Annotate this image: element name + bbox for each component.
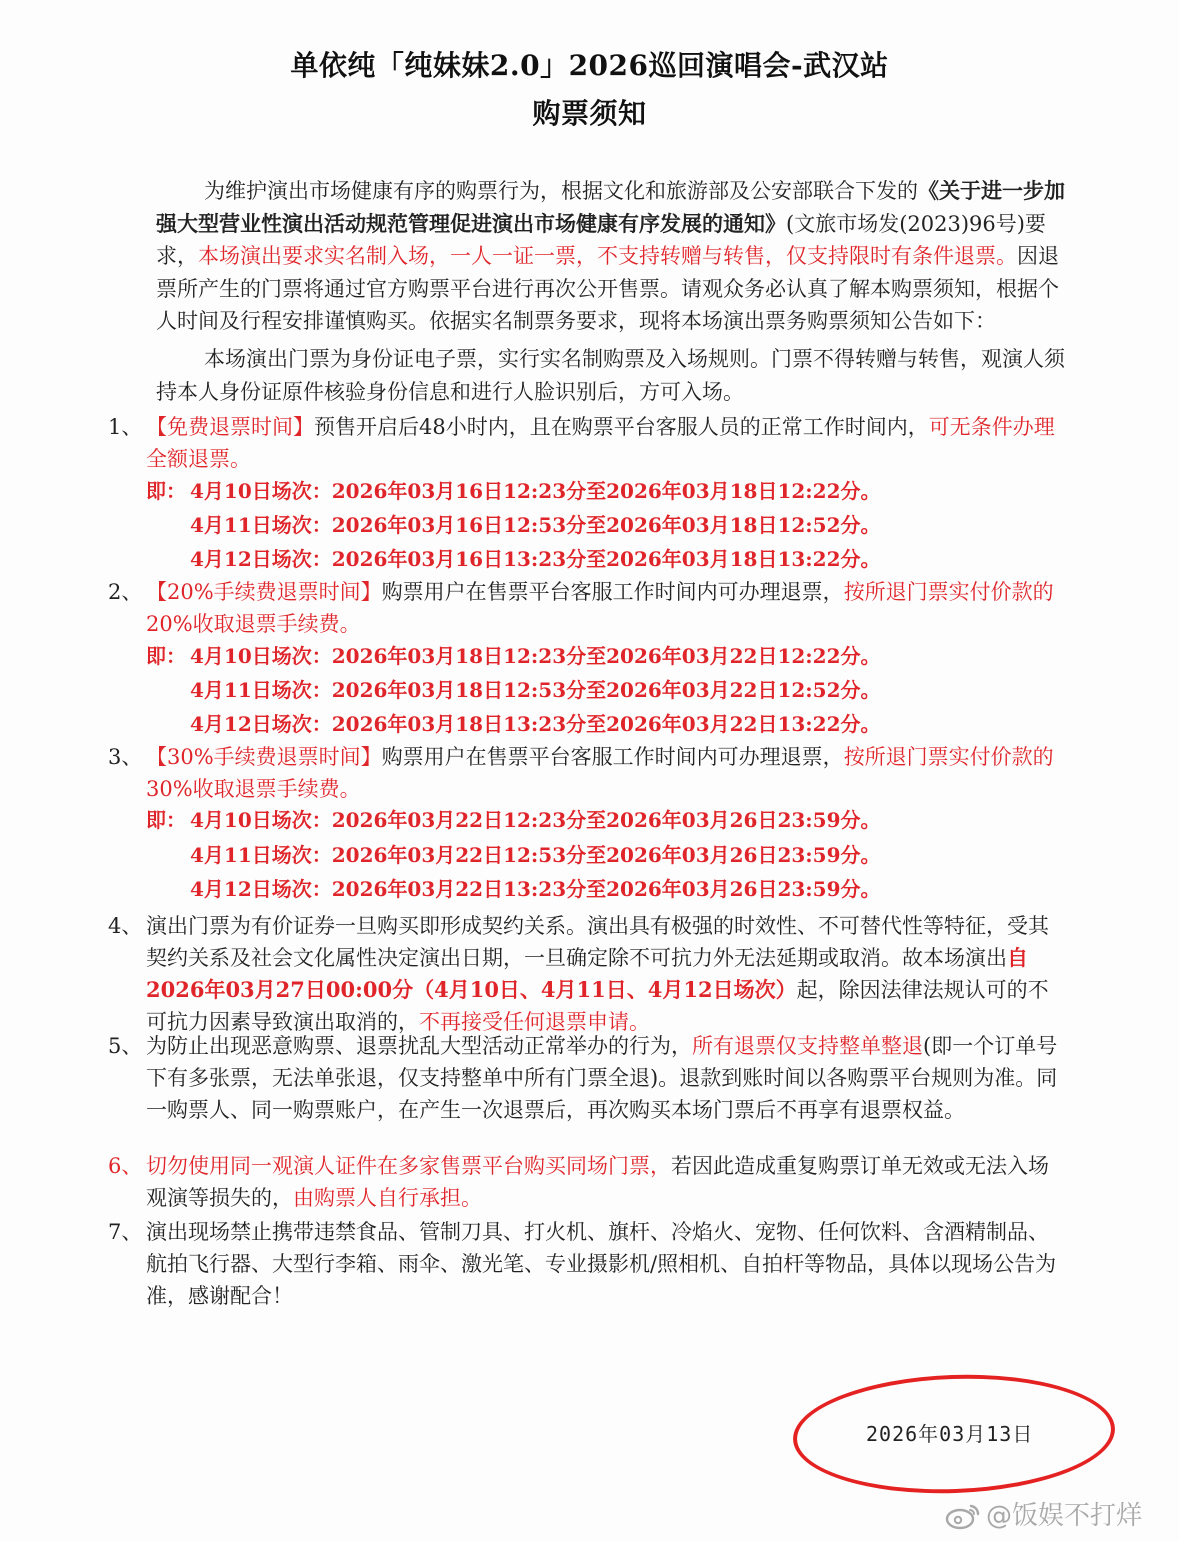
schedule-text: 4月12日场次：2026年03月18日13:23分至2026年03月22日13:22分。: [190, 712, 881, 736]
rule-item-4: [108, 910, 1068, 1038]
item-text: 为防止出现恶意购票、退票扰乱大型活动正常举办的行为，: [146, 1034, 692, 1058]
intro-text-c: (文旅市场发(2023)96号)要求，: [156, 211, 1046, 268]
item-number: 3、: [108, 745, 143, 769]
item-red-date: 自2026年03月27日00:00分（4月10日、4月11日、4月12日场次）: [146, 945, 1028, 1002]
item-red-text: 所有退票仅支持整单整退: [692, 1034, 923, 1058]
schedule-text: 4月10日场次：2026年03月18日12:23分至2026年03月22日12:22分。: [190, 644, 881, 668]
schedule-line: [146, 639, 881, 673]
page-subtitle: 购票须知: [532, 97, 647, 130]
schedule-line: [146, 707, 881, 741]
weibo-icon: [944, 1502, 982, 1530]
item-text: 预售开启后48小时内，且在购票平台客服人员的正常工作时间内，: [314, 415, 929, 439]
item-text: 起，除因法律法规认可的不可抗力因素导致演出取消的，: [146, 978, 1049, 1034]
item-label: 【免费退票时间】: [146, 415, 314, 439]
document-date: 2026年03月13日: [866, 1422, 1034, 1446]
rule-item-1: [108, 411, 1068, 475]
item-text: 购票用户在售票平台客服工作时间内可办理退票，: [381, 580, 844, 604]
schedule-text: 4月12日场次：2026年03月16日13:23分至2026年03月18日13:22分。: [190, 547, 881, 571]
schedule-prefix: 即：: [146, 644, 186, 668]
page-title: 单依纯「纯妹妹2.0」2026巡回演唱会-武汉站: [290, 49, 889, 82]
schedule-line: [146, 673, 881, 707]
item-red-text: 按所退门票实付价款的20%收取退票手续费。: [146, 580, 1054, 636]
rule-item-5: [108, 1030, 1068, 1126]
intro-text-a: 为维护演出市场健康有序的购票行为，根据文化和旅游部及公安部联合下发的: [204, 179, 918, 203]
item-text: (即一个订单号下有多张票，无法单张退，仅支持整单中所有门票全退)。退款到账时间以各购票平台规则为准。同一购票人、同一购票账户，在产生一次退票后，再次购买本场门票后不再享有退票权益。: [146, 1034, 1058, 1122]
intro-paragraph: [156, 175, 1068, 338]
item-number: 1、: [108, 415, 143, 439]
item-number: 7、: [108, 1220, 143, 1244]
watermark-text: @饭娱不打烊: [986, 1501, 1143, 1531]
rule-item-2: [108, 576, 1068, 640]
schedule-line: [146, 508, 881, 542]
schedule-line: [146, 803, 881, 837]
item-label: 【30%手续费退票时间】: [146, 745, 382, 769]
item-number: 6、: [108, 1154, 143, 1178]
item-red-text: 可无条件办理全额退票。: [146, 415, 1055, 471]
item-text: 演出门票为有价证券一旦购买即形成契约关系。演出具有极强的时效性、不可替代性等特征，受其契约关系及社会文化属性决定演出日期，一旦确定除不可抗力外无法延期或取消。故本场演出: [146, 914, 1049, 970]
item-text: 购票用户在售票平台客服工作时间内可办理退票，: [381, 745, 844, 769]
item-number: 2、: [108, 580, 143, 604]
intro-paragraph-2: [156, 343, 1068, 408]
schedule-line: [146, 872, 881, 906]
schedule-text: 4月10日场次：2026年03月22日12:23分至2026年03月26日23:59分。: [190, 808, 881, 832]
rule-item-3: [108, 741, 1068, 805]
intro-p2-text: 本场演出门票为身份证电子票，实行实名制购票及入场规则。门票不得转赠与转售，观演人须持本人身份证原件核验身份信息和进行人脸识别后，方可入场。: [156, 347, 1065, 404]
schedule-text: 4月11日场次：2026年03月18日12:53分至2026年03月22日12:52分。: [190, 678, 881, 702]
item-text: 演出现场禁止携带违禁食品、管制刀具、打火机、旗杆、冷焰火、宠物、任何饮料、含酒精制品、航拍飞行器、大型行李箱、雨伞、激光笔、专业摄影机/照相机、自拍杆等物品，具体以现场公告为准，感谢配合！: [146, 1220, 1057, 1308]
rule-item-6: [108, 1150, 1068, 1214]
schedule-prefix: 即：: [146, 808, 186, 832]
item-text: 若因此造成重复购票订单无效或无法入场观演等损失的，: [146, 1154, 1049, 1210]
watermark: [944, 1495, 1142, 1532]
schedule-text: 4月11日场次：2026年03月22日12:53分至2026年03月26日23:59分。: [190, 843, 881, 867]
schedule-line: [146, 474, 881, 508]
intro-red-rule: 本场演出要求实名制入场，一人一证一票，不支持转赠与转售，仅支持限时有条件退票。: [198, 244, 1017, 268]
item-number: 4、: [108, 914, 143, 938]
schedule-text: 4月11日场次：2026年03月16日12:53分至2026年03月18日12:52分。: [190, 513, 881, 537]
intro-policy-title: 《关于进一步加强大型营业性演出活动规范管理促进演出市场健康有序发展的通知》: [156, 178, 1065, 236]
schedule-text: 4月10日场次：2026年03月16日12:23分至2026年03月18日12:22分。: [190, 479, 881, 503]
item-number: 5、: [108, 1034, 143, 1058]
item-label: 【20%手续费退票时间】: [146, 580, 382, 604]
item-red-text: 切勿使用同一观演人证件在多家售票平台购买同场门票，: [146, 1154, 671, 1178]
rule-item-7: [108, 1216, 1068, 1312]
schedule-prefix: 即：: [146, 479, 186, 503]
item-red-text: 由购票人自行承担。: [293, 1186, 482, 1210]
item-red-text: 按所退门票实付价款的30%收取退票手续费。: [146, 745, 1054, 801]
schedule-line: [146, 838, 881, 872]
schedule-line: [146, 542, 881, 576]
item-red-text: 不再接受任何退票申请。: [419, 1010, 650, 1034]
intro-text-e: 因退票所产生的门票将通过官方购票平台进行再次公开售票。请观众务必认真了解本购票须知，根据个人时间及行程安排谨慎购买。依据实名制票务要求，现将本场演出票务购票须知公告如下：: [156, 244, 1059, 333]
schedule-text: 4月12日场次：2026年03月22日13:23分至2026年03月26日23:59分。: [190, 877, 881, 901]
